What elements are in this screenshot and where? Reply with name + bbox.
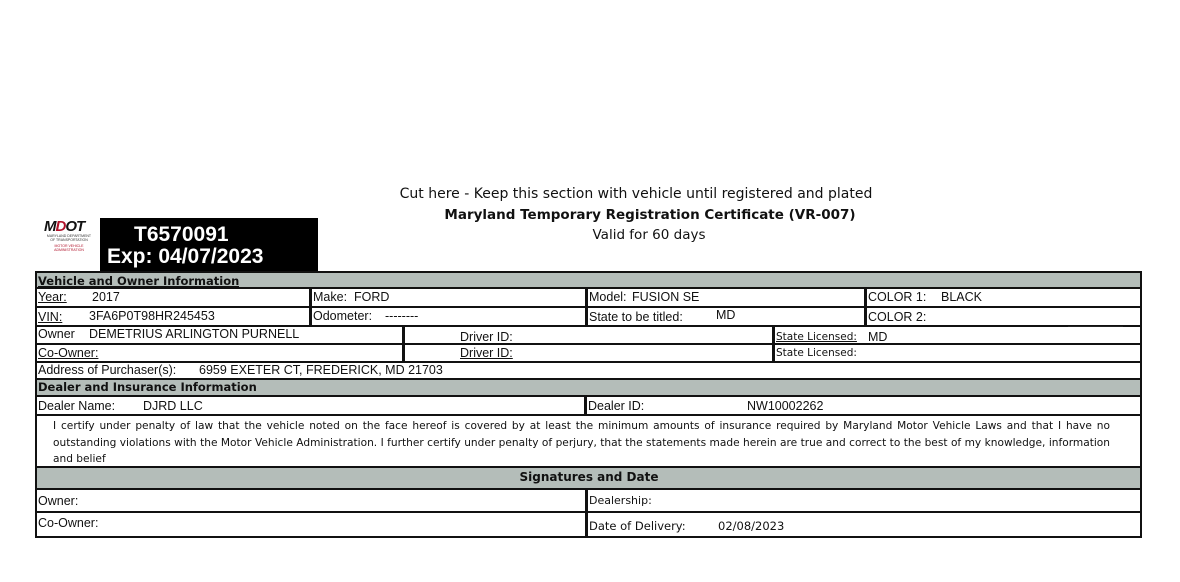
coowner-field: [37, 345, 402, 361]
row-certification: [35, 416, 1142, 468]
odometer-value: --------: [385, 309, 419, 323]
section-title: Dealer and Insurance Information: [38, 380, 257, 394]
owner-state-licensed-value: MD: [868, 330, 888, 343]
row-address: [35, 363, 1142, 380]
color1-value: BLACK: [941, 290, 982, 304]
model-label: Model:: [589, 290, 627, 304]
vin-value: 3FA6P0T98HR245453: [89, 309, 215, 323]
logo-line-4: ADMINISTRATION: [54, 248, 84, 252]
owner-signature-label: Owner:: [38, 494, 79, 508]
row-coowner-signature: [35, 513, 1142, 538]
row-owner-signature: [35, 490, 1142, 513]
state-titled-field: [585, 308, 864, 325]
owner-driver-id-field: [402, 327, 772, 343]
dealer-name-field: [37, 397, 584, 414]
logo-line-3: MOTOR VEHICLE: [54, 244, 84, 248]
tag-expiration: Exp: 04/07/2023: [107, 245, 264, 268]
year-value: 2017: [92, 290, 120, 304]
state-titled-value: MD: [716, 308, 736, 322]
mdot-logo-wordmark: MDOT: [44, 218, 85, 235]
year-field: [37, 289, 309, 306]
document-title: Maryland Temporary Registration Certificate (VR-007): [444, 207, 856, 223]
color2-field: [864, 308, 1140, 325]
delivery-date-field: [585, 513, 1140, 536]
dealer-id-label: Dealer ID:: [588, 399, 645, 413]
owner-driver-id-label: Driver ID:: [460, 330, 513, 343]
owner-label: Owner: [38, 327, 75, 341]
vin-label: VIN:: [38, 310, 63, 324]
dealer-name-value: DJRD LLC: [143, 399, 203, 413]
temp-tag-box: [100, 218, 318, 271]
model-field: [585, 289, 864, 306]
color2-label: COLOR 2:: [868, 310, 927, 324]
logo-line-2: OF TRANSPORTATION: [50, 238, 88, 242]
coowner-state-licensed-field: [772, 345, 1140, 361]
make-value: FORD: [354, 290, 390, 304]
delivery-date-label: Date of Delivery:: [589, 519, 686, 533]
address-value: 6959 EXETER CT, FREDERICK, MD 21703: [199, 363, 443, 377]
coowner-state-licensed-label: State Licensed:: [776, 347, 857, 359]
row-owner: [35, 327, 1142, 345]
section-title: Vehicle and Owner Information: [38, 274, 240, 287]
mdot-logo: [44, 220, 100, 264]
tag-number: T6570091: [134, 223, 229, 246]
logo-line-1: MARYLAND DEPARTMENT: [46, 234, 92, 238]
model-value: FUSION SE: [632, 290, 700, 304]
dealer-name-label: Dealer Name:: [38, 399, 116, 413]
make-label: Make:: [313, 290, 348, 304]
certification-text: I certify under penalty of law that the vehicle noted on the face hereof is covered by at least the minimum amounts of insurance required by Maryland Motor Vehicle Laws and that I have no outstanding violations with the Motor Vehicle Administration. I further certify under penalty of perjury, that the statements made herein are true and correct to the best of my knowledge, information and belief: [53, 420, 1110, 465]
state-titled-label: State to be titled:: [589, 310, 683, 324]
coowner-driver-id-field: [402, 345, 772, 361]
address-field: [37, 363, 1140, 378]
owner-value: DEMETRIUS ARLINGTON PURNELL: [89, 327, 300, 341]
delivery-date-value: 02/08/2023: [718, 519, 785, 533]
owner-state-licensed-label: State Licensed:: [776, 331, 857, 343]
section-header-signatures: [35, 468, 1142, 490]
row-dealer: [35, 397, 1142, 416]
year-label: Year:: [38, 290, 67, 304]
coowner-signature-label: Co-Owner:: [38, 516, 99, 530]
owner-state-licensed-field: [772, 327, 1140, 343]
dealer-id-value: NW10002262: [747, 399, 824, 413]
row-year-make-model-color1: [35, 289, 1142, 308]
dealership-signature-label: Dealership:: [589, 494, 652, 507]
owner-signature-field[interactable]: [37, 490, 585, 511]
vin-field: [37, 308, 309, 325]
coowner-signature-field[interactable]: [37, 513, 585, 536]
dealer-id-field: [584, 397, 1140, 414]
make-field: [309, 289, 585, 306]
validity-note: Valid for 60 days: [592, 227, 706, 243]
color1-field: [864, 289, 1140, 306]
row-vin-odometer-state-color2: [35, 308, 1142, 327]
coowner-label: Co-Owner:: [38, 346, 99, 360]
address-label: Address of Purchaser(s):: [38, 363, 177, 377]
color1-label: COLOR 1:: [868, 290, 927, 304]
odometer-label: Odometer:: [313, 309, 373, 323]
section-header-vehicle-owner: [35, 271, 1142, 289]
section-header-dealer-insurance: [35, 380, 1142, 397]
odometer-field: [309, 308, 585, 325]
cut-instruction: Cut here - Keep this section with vehicle until registered and plated: [399, 186, 873, 202]
row-coowner: [35, 345, 1142, 363]
coowner-driver-id-label: Driver ID:: [460, 346, 513, 360]
dealership-signature-field[interactable]: [585, 490, 1140, 511]
owner-field: [37, 327, 402, 343]
section-title: Signatures and Date: [519, 470, 659, 484]
